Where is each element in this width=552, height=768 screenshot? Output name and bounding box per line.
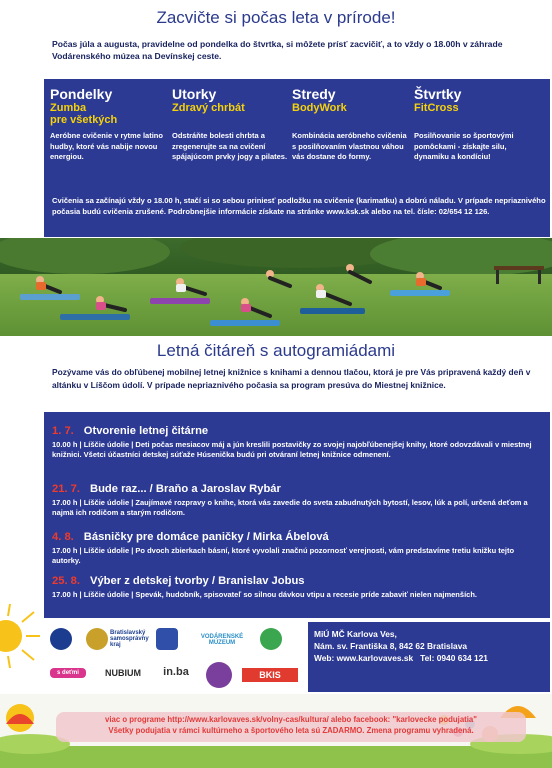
section-title-exercise: Zacvičte si počas leta v prírode! xyxy=(156,8,396,27)
day-name: Pondelky xyxy=(50,86,113,102)
logo-bratislava-region: Bratislavský samosprávny kraj xyxy=(110,630,149,648)
events-panel xyxy=(44,412,550,618)
event-title: Otvorenie letnej čitárne xyxy=(83,425,209,437)
event-time-place: 17.00 h | Líščie údolie | xyxy=(52,498,134,507)
contact-org: MiÚ MČ Karlova Ves, xyxy=(314,629,397,639)
activity-name: FitCross xyxy=(414,102,459,114)
exercise-schedule-panel xyxy=(44,79,550,237)
event-item xyxy=(52,574,544,600)
activity-name: Zdravý chrbát xyxy=(172,102,245,114)
contact-address: Nám. sv. Františka 8, 842 62 Bratislava xyxy=(314,641,468,651)
day-name: Stredy xyxy=(292,86,336,102)
exercise-note: Cvičenia sa začínajú vždy o 18.00 h, stačí si so sebou priniesť podložku na cvičenie (karimatku) a dobrú náladu. V prípade nepriaznivého počasia budú cvičenia zrušené. Podrobnejšie informácie získate na stránke www.ksk.sk alebo na tel. čísle: 02/654 12 126. xyxy=(52,196,546,216)
event-date: 21. 7. xyxy=(52,483,80,495)
sponsor-logos xyxy=(46,622,308,692)
contact-info xyxy=(314,628,544,664)
event-time-place: 17.00 h | Líščie údolie | xyxy=(52,546,134,555)
activity-description: Kombinácia aeróbneho cvičenia s posilňovaním vlastnou váhou vás dostane do formy. xyxy=(292,131,407,161)
day-name: Utorky xyxy=(172,86,217,102)
logo-water-museum: VODÁRENSKÉ MÚZEUM xyxy=(200,634,244,646)
day-name: Štvrtky xyxy=(414,86,462,102)
activity-description: Aeróbne cvičenie v rytme latino hudby, ktoré vás nabije novou energiou. xyxy=(50,131,163,161)
sun-icon xyxy=(0,600,46,670)
event-item xyxy=(52,530,544,566)
outdoor-exercise-photo xyxy=(0,238,552,336)
logo-round-green-icon xyxy=(260,628,282,650)
logo-bkis: BKIS xyxy=(242,668,298,682)
footer-free-line: Všetky podujatia v rámci kultúrneho a športového leta sú ZADARMO. Zmena programu vyhradená. xyxy=(108,726,474,735)
shield-icon xyxy=(86,628,108,650)
event-description: Spevák, hudobník, spisovateľ so silnou dávkou vtipu a recesie príde zabaviť nielen najmenších. xyxy=(133,590,477,599)
footer-link-line[interactable]: viac o programe http://www.karlovaves.sk/volny-cas/kultura/ alebo facebook: "karlovecke podujatia" xyxy=(105,715,477,724)
activity-name: BodyWork xyxy=(292,102,347,114)
contact-tel: Tel: 0940 634 121 xyxy=(420,653,488,663)
footer-note xyxy=(56,714,526,736)
logo-s-detmi: s deťmi xyxy=(50,668,86,678)
schedule-wednesday xyxy=(292,87,410,163)
section-title-reading-room: Letná čitáreň s autogramiádami xyxy=(156,341,396,360)
event-item xyxy=(52,424,544,460)
logo-seal-icon xyxy=(206,662,232,688)
exercise-intro: Počas júla a augusta, pravidelne od pondelka do štvrtka, si môžete prísť zacvičiť, a to vždy o 18.00h v záhrade Vodárenského múzea na Devínskej ceste. xyxy=(52,39,503,61)
event-date: 25. 8. xyxy=(52,575,80,587)
event-time-place: 10.00 h | Líščie údolie | xyxy=(52,440,134,449)
coat-of-arms-icon xyxy=(50,628,72,650)
event-time-place: 17.00 h | Líščie údolie | xyxy=(52,590,134,599)
activity-description: Posilňovanie so športovými pomôckami - získajte silu, dynamiku a kondíciu! xyxy=(414,131,514,161)
event-date: 4. 8. xyxy=(52,531,74,543)
logo-bird-icon xyxy=(156,628,178,650)
event-description: Zaujímavé rozpravy o knihe, ktorá vás zavedie do sveta zabudnutých bytostí, lesov, lúk a polí, určená deťom a najmä ich rodičom a starým rodičom. xyxy=(52,498,528,517)
reading-room-intro: Pozývame vás do obľúbenej mobilnej letnej knižnice s knihami a dennou tlačou, ktorá je pre Vás pripravená každý deň v altánku v Líščom údolí. V prípade nepriaznivého počasia sa program presúva do Miestnej knižnice. xyxy=(52,367,531,390)
event-title: Básničky pre domáce paničky / Mirka Ábelová xyxy=(83,531,329,543)
activity-name: Zumba xyxy=(50,102,87,114)
logo-inba: in.ba xyxy=(163,666,189,678)
schedule-monday xyxy=(50,87,168,163)
schedule-tuesday xyxy=(172,87,290,163)
activity-description: Odstráňte bolesti chrbta a zregenerujte sa na cvičení spájajúcom prvky jogy a pilates. xyxy=(172,131,288,161)
event-description: Po dvoch zbierkach básní, ktoré vyvolali značnú pozornosť verejnosti, vám predstavíme tretiu knižku tejto autorky. xyxy=(52,546,515,565)
event-title: Bude raz... / Braňo a Jaroslav Rybár xyxy=(90,483,281,495)
event-description: Deti počas mesiacov máj a jún kreslili postavičky zo svojej najobľúbenejšej knihy, ktoré odovzdávali v miestnej knižnici. Všetci účastníci detskej súťaže Húsenička budú pri otváraní letnej knižnice odmenení. xyxy=(52,440,532,459)
event-title: Výber z detskej tvorby / Branislav Jobus xyxy=(90,575,305,587)
event-date: 1. 7. xyxy=(52,425,74,437)
activity-subtitle: pre všetkých xyxy=(50,114,118,126)
event-item xyxy=(52,482,544,518)
schedule-thursday xyxy=(414,87,532,163)
logo-nubium: NUBIUM xyxy=(105,668,141,678)
contact-web[interactable]: Web: www.karlovaves.sk xyxy=(314,653,414,663)
